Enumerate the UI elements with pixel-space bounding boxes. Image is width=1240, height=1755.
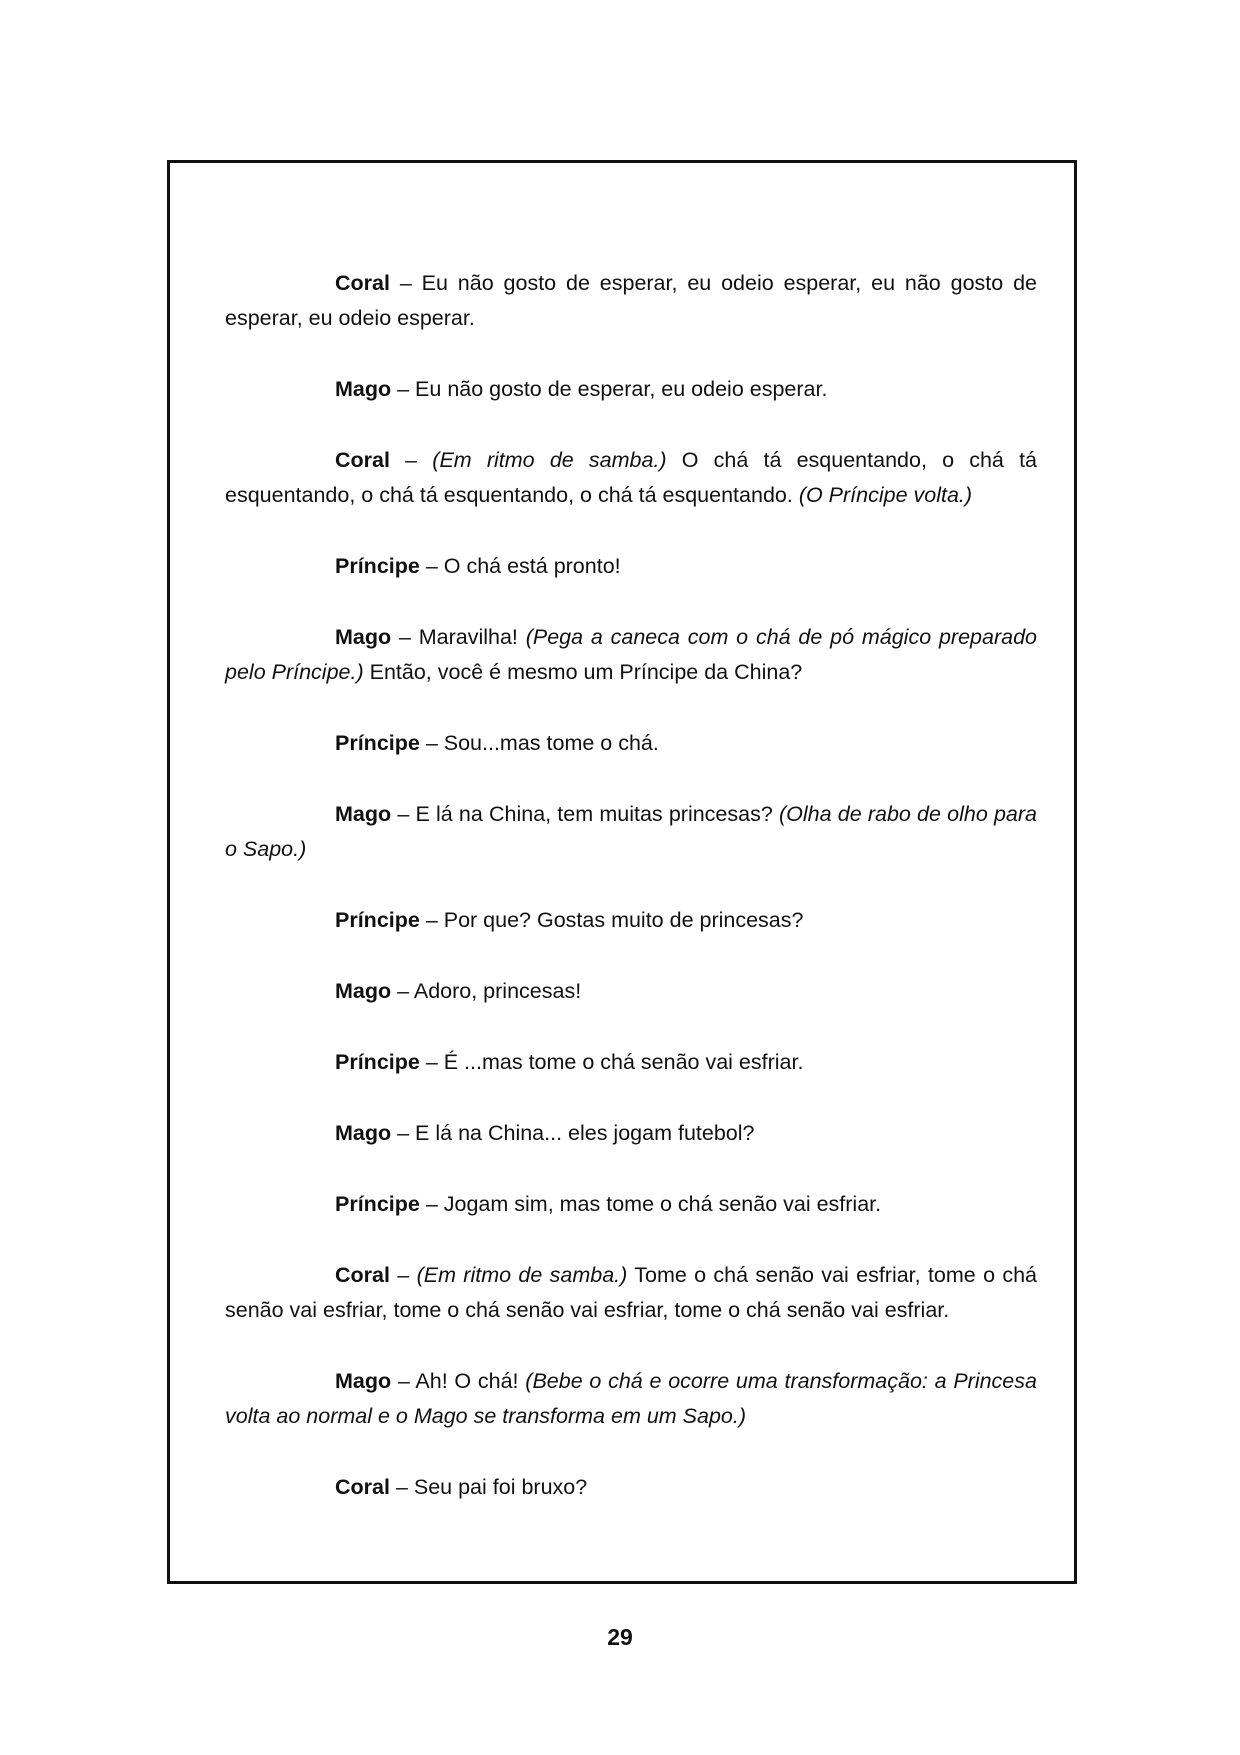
speaker-name: Coral [335,1475,390,1499]
page-number: 29 [607,1624,633,1650]
speaker-name: Coral [335,1263,390,1287]
dialogue-text: O chá tá esquentando, o chá tá esquentando, o chá tá esquentando, o chá tá esquentando. [225,448,1037,507]
dialogue-text: – Jogam sim, mas tome o chá senão vai esfriar. [419,1192,882,1216]
dialogue-text: – O chá está pronto! [419,554,621,578]
dialogue-text: – Eu não gosto de esperar, eu odeio esperar, eu não gosto de esperar, eu odeio esperar. [225,271,1037,330]
dialogue-line [225,1116,1037,1151]
speaker-name: Príncipe [335,1192,420,1216]
dialogue-text: – Seu pai foi bruxo? [389,1475,588,1499]
dialogue-line [225,1470,1037,1505]
dialogue-text: Tome o chá senão vai esfriar, tome o chá senão vai esfriar, tome o chá senão vai esfriar, tome o chá senão vai esfriar. [225,1263,1038,1322]
dialogue-text: – [389,1263,417,1287]
speaker-name: Mago [335,1369,392,1393]
stage-direction: (Olha de rabo de olho para o Sapo.) [225,802,1037,861]
dialogue-line [225,620,1037,690]
dialogue-line [225,903,1037,938]
stage-direction: (Em ritmo de samba.) [432,448,667,472]
dialogue-text: – E lá na China, tem muitas princesas? [391,802,779,826]
dialogue-text: – [389,448,433,472]
dialogue-line [225,1045,1037,1080]
dialogue-line [225,372,1037,407]
stage-direction: (Em ritmo de samba.) [416,1263,628,1287]
speaker-name: Príncipe [335,1050,420,1074]
dialogue-line [225,443,1037,513]
script-body [225,266,1037,1541]
dialogue-text: – Sou...mas tome o chá. [419,731,659,755]
dialogue-line [225,726,1037,761]
dialogue-text: – Eu não gosto de esperar, eu odeio esperar. [391,377,828,401]
dialogue-text: – Adoro, princesas! [391,979,582,1003]
dialogue-text: – Ah! O chá! [391,1369,526,1393]
dialogue-text: – Por que? Gostas muito de princesas? [419,908,804,932]
speaker-name: Príncipe [335,554,420,578]
stage-direction: (O Príncipe volta.) [798,483,973,507]
stage-direction: (Pega a caneca com o chá de pó mágico preparado pelo Príncipe.) [225,625,1037,684]
dialogue-line [225,1364,1037,1434]
dialogue-text: – E lá na China... eles jogam futebol? [391,1121,755,1145]
dialogue-line [225,549,1037,584]
dialogue-text: Então, você é mesmo um Príncipe da China? [363,660,803,684]
dialogue-line [225,974,1037,1009]
speaker-name: Coral [335,448,390,472]
speaker-name: Príncipe [335,908,420,932]
dialogue-line [225,266,1037,336]
speaker-name: Príncipe [335,731,420,755]
stage-direction: (Bebe o chá e ocorre uma transformação: a Princesa volta ao normal e o Mago se transforma em um Sapo.) [225,1369,1037,1428]
speaker-name: Mago [335,1121,392,1145]
dialogue-text: – É ...mas tome o chá senão vai esfriar. [419,1050,804,1074]
speaker-name: Mago [335,377,392,401]
speaker-name: Mago [335,625,392,649]
speaker-name: Mago [335,802,392,826]
dialogue-line [225,797,1037,867]
speaker-name: Coral [335,271,390,295]
speaker-name: Mago [335,979,392,1003]
dialogue-line [225,1187,1037,1222]
dialogue-line [225,1258,1037,1328]
dialogue-text: – Maravilha! [391,625,526,649]
